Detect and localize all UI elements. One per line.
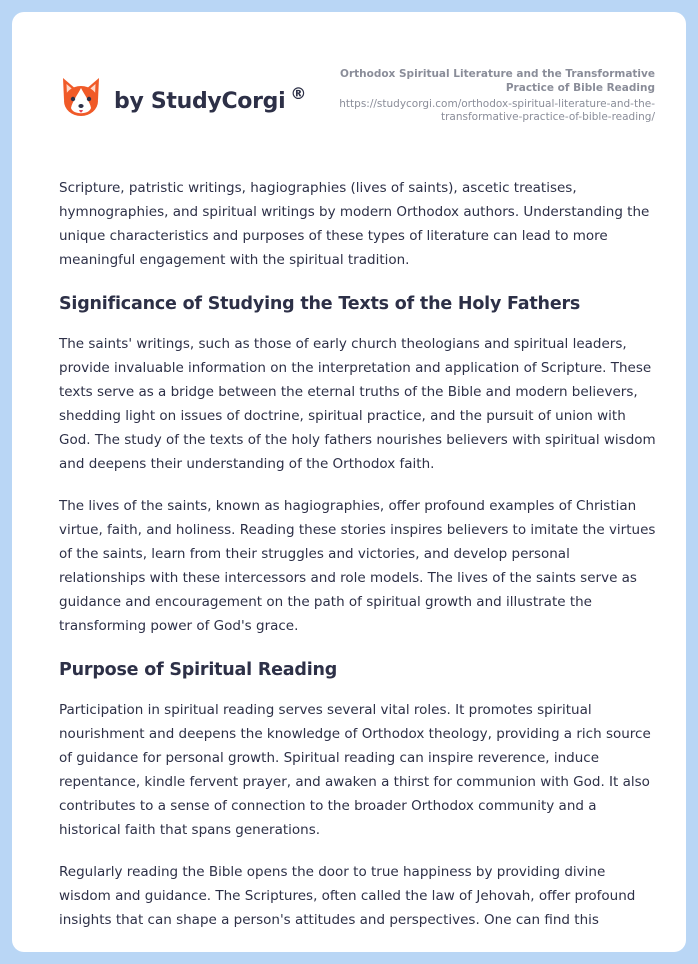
registered-mark: ® (290, 83, 307, 103)
page-header (12, 12, 686, 142)
section-heading-holy-fathers: Significance of Studying the Texts of the Holy Fathers (59, 294, 581, 314)
article-body (59, 176, 659, 950)
logo-text: by StudyCorgi ® (114, 83, 307, 114)
document-url[interactable]: https://studycorgi.com/orthodox-spiritual-literature-and-the-transformative-practice-of-bible-reading/ (339, 98, 655, 123)
section-heading-spiritual-reading: Purpose of Spiritual Reading (59, 660, 338, 680)
corgi-icon (60, 76, 102, 120)
intro-paragraph: Scripture, patristic writings, hagiographies (lives of saints), ascetic treatises, hymnographies, and spiritual writings by modern Orthodox authors. Understanding the unique characteristics and purposes of these types of literature can lead to more meaningful engagement with the spiritual tradition. (59, 180, 650, 268)
document-page (12, 12, 686, 952)
body-paragraph: Participation in spiritual reading serves several vital roles. It promotes spiritual nourishment and deepens the knowledge of Orthodox theology, providing a rich source of guidance for personal growth. Spiritual reading can inspire reverence, induce repentance, kindle fervent prayer, and awaken a thirst for communion with God. It also contributes to a sense of connection to the broader Orthodox community and a historical faith that spans generations. (59, 702, 651, 838)
body-paragraph: The saints' writings, such as those of early church theologians and spiritual leaders, provide invaluable information on the interpretation and application of Scripture. These texts serve as a bridge between the eternal truths of the Bible and modern believers, shedding light on issues of doctrine, spiritual practice, and the pursuit of union with God. The study of the texts of the holy fathers nourishes believers with spiritual wisdom and deepens their understanding of the Orthodox faith. (59, 336, 656, 472)
document-meta (315, 67, 655, 124)
studycorgi-logo[interactable] (60, 76, 306, 120)
body-paragraph: The lives of the saints, known as hagiographies, offer profound examples of Christian virtue, faith, and holiness. Reading these stories inspires believers to imitate the virtues of the saints, learn from their struggles and victories, and develop personal relationships with these intercessors and role models. The lives of the saints serve as guidance and encouragement on the path of spiritual growth and illustrate the transforming power of God's grace. (59, 498, 656, 634)
document-title: Orthodox Spiritual Literature and the Transformative Practice of Bible Reading (340, 68, 655, 94)
body-paragraph: Regularly reading the Bible opens the door to true happiness by providing divine wisdom and guidance. The Scriptures, often called the law of Jehovah, offer profound insights that can shape a person's attitudes and perspectives. One can find this (59, 864, 636, 928)
